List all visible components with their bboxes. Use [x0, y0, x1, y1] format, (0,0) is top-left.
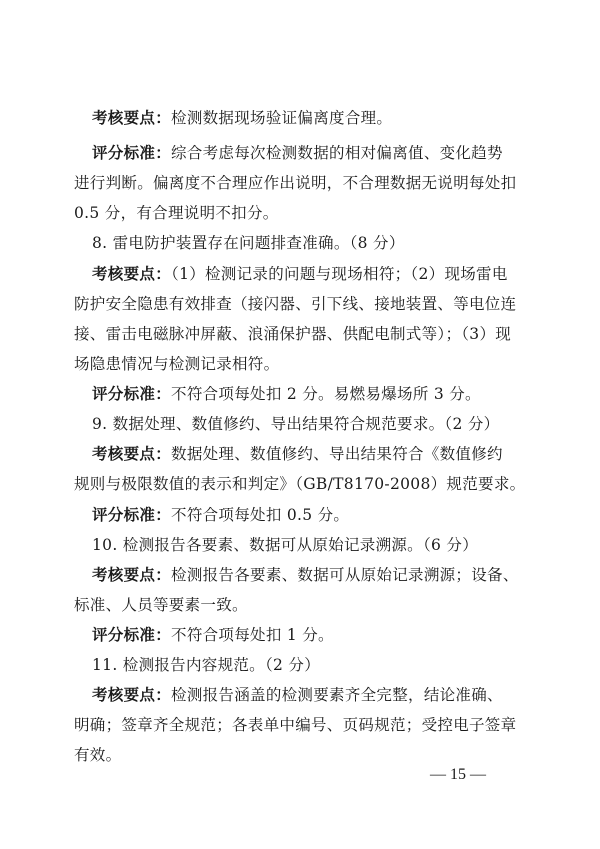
paragraph-line: 接、雷击电磁脉冲屏蔽、浪涌保护器、供配电制式等）；（3）现 — [74, 325, 512, 343]
paragraph-line: 考核要点：检测报告涵盖的检测要素齐全完整，结论准确、 — [92, 685, 503, 704]
paragraph-line: 评分标准：综合考虑每次检测数据的相对偏离值、变化趋势 — [92, 143, 503, 162]
paragraph-line: 考核要点：检测数据现场验证偏离度合理。 — [92, 108, 393, 127]
paragraph-line: 有效。 — [74, 746, 122, 764]
label-scoring: 评分标准： — [92, 625, 172, 644]
item-heading-8: 8. 雷电防护装置存在问题排查准确。（8 分） — [92, 234, 405, 252]
paragraph-line: 明确；签章齐全规范；各表单中编号、页码规范；受控电子签章 — [74, 716, 517, 734]
label-assessment: 考核要点： — [92, 264, 172, 283]
label-scoring: 评分标准： — [92, 505, 172, 524]
page-number: — 15 — — [430, 766, 486, 783]
paragraph-line: 考核要点：数据处理、数值修约、导出结果符合《数值修约 — [92, 444, 503, 463]
paragraph-line: 防护安全隐患有效排查（接闪器、引下线、接地装置、等电位连 — [74, 295, 517, 313]
label-assessment: 考核要点： — [92, 565, 172, 584]
label-assessment: 考核要点： — [92, 444, 172, 463]
paragraph-line: 考核要点：（1）检测记录的问题与现场相符；（2）现场雷电 — [92, 264, 508, 283]
paragraph-line: 评分标准：不符合项每处扣 1 分。 — [92, 625, 334, 644]
label-scoring: 评分标准： — [92, 143, 172, 162]
paragraph-line: 场隐患情况与检测记录相符。 — [74, 355, 280, 373]
paragraph-line: 评分标准：不符合项每处扣 2 分。易燃易爆场所 3 分。 — [92, 384, 481, 403]
paragraph-line: 考核要点：检测报告各要素、数据可从原始记录溯源；设备、 — [92, 565, 519, 584]
item-heading-10: 10. 检测报告各要素、数据可从原始记录溯源。（6 分） — [92, 536, 479, 554]
item-heading-9: 9. 数据处理、数值修约、导出结果符合规范要求。（2 分） — [92, 415, 500, 433]
paragraph-line: 评分标准：不符合项每处扣 0.5 分。 — [92, 505, 350, 524]
paragraph-line: 标准、人员等要素一致。 — [74, 596, 248, 614]
label-scoring: 评分标准： — [92, 384, 172, 403]
label-assessment: 考核要点： — [92, 685, 172, 704]
item-heading-11: 11. 检测报告内容规范。（2 分） — [92, 656, 321, 674]
paragraph-line: 0.5 分，有合理说明不扣分。 — [74, 204, 279, 222]
paragraph-line: 进行判断。偏离度不合理应作出说明，不合理数据无说明每处扣 — [74, 174, 517, 192]
label-assessment: 考核要点： — [92, 108, 172, 127]
paragraph-line: 规则与极限数值的表示和判定》（GB/T8170-2008）规范要求。 — [74, 475, 526, 493]
